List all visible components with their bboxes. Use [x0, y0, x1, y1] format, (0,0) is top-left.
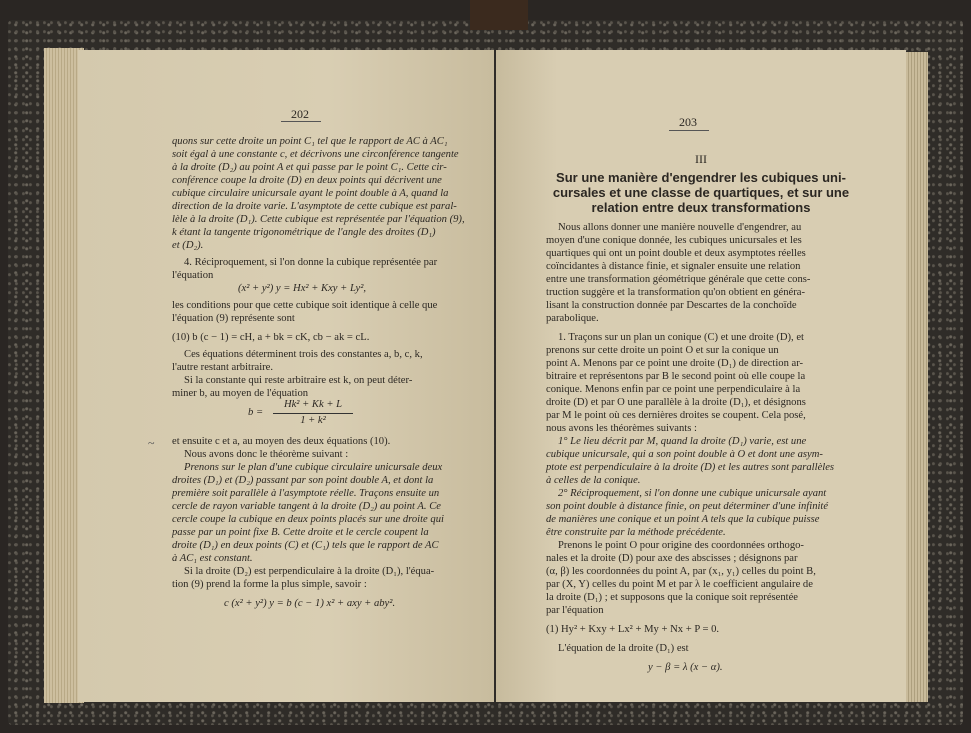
text-line: Prenons sur le plan d'une cubique circulaire unicursale deux: [184, 462, 443, 473]
fraction-bar: [273, 413, 353, 414]
text-line: conférence coupe la droite (D) en deux points qui décrivent une: [172, 175, 442, 186]
text-line: coïncidantes à distance finie, et signaler ensuite une relation: [546, 261, 801, 272]
text-line: prenons sur cette droite un point O et sur la conique un: [546, 345, 779, 356]
text-line: miner b, au moyen de l'équation: [172, 388, 309, 399]
section-title-line: Sur une manière d'engendrer les cubiques uni-: [556, 170, 846, 185]
text-line: l'équation: [172, 270, 214, 281]
text-line: point A. Menons par ce point une droite (D₁) de direction ar-: [546, 358, 804, 369]
section-title-line: cursales et une classe de quartiques, et sur une: [552, 185, 850, 200]
left-page: [78, 50, 494, 702]
text-line: bitraire et représentons par B le second point où elle coupe la: [546, 371, 806, 382]
right-page: [496, 50, 906, 702]
text-line: 4. Réciproquement, si l'on donne la cubique représentée par: [184, 257, 438, 268]
text-line: de manières une conique et un point A tels que la cubique puisse: [546, 514, 820, 525]
text-line: quartiques qui ont un point double et deux asymptotes réelles: [546, 248, 806, 259]
text-line: Si la constante qui reste arbitraire est k, on peut déter-: [184, 375, 413, 386]
text-line: par M le point où ces dernières droites se coupent. Cela posé,: [546, 410, 806, 421]
text-line: entre une transformation géométrique générale que cette cons-: [546, 274, 811, 285]
text-line: être construite par la méthode précédente.: [546, 527, 726, 538]
text-line: conique. Menons enfin par ce point une perpendiculaire à la: [546, 384, 801, 395]
text-line: la droite (D₁) ; et supposons que la conique soit représentée: [546, 592, 798, 603]
text-line: tion (9) prend la forme la plus simple, savoir :: [172, 579, 367, 590]
fraction-denominator: 1 + k²: [300, 415, 326, 426]
text-line: par l'équation: [546, 605, 604, 616]
text-line: par (X, Y) celles du point M et par λ le coefficient angulaire de: [546, 579, 813, 590]
text-line: les conditions pour que cette cubique soit identique à celle que: [172, 300, 438, 311]
page-number-rule: [281, 121, 321, 122]
text-line: nous avons les théorèmes suivants :: [546, 423, 697, 434]
text-line: parabolique.: [546, 313, 599, 324]
text-line: moyen d'une conique donnée, les cubiques unicursales et les: [546, 235, 802, 246]
equation: y − β = λ (x − α).: [648, 662, 723, 673]
text-line: à la droite (D₂) au point A et qui passe par le point C₁. Cette cir-: [172, 162, 447, 173]
text-line: l'équation (9) représente sont: [172, 313, 295, 324]
text-line: cubique unicursale, qui a son point double à O et dont une asym-: [546, 449, 823, 460]
text-line: cubique circulaire unicursale ayant le point double à A, quand la: [172, 188, 449, 199]
section-number: III: [695, 152, 707, 166]
page-number-rule: [669, 130, 709, 131]
text-line: cercle coupe la cubique en deux points placés sur une droite qui: [172, 514, 444, 525]
text-line: et (D₂).: [172, 240, 204, 251]
text-line: Ces équations déterminent trois des constantes a, b, c, k,: [184, 349, 423, 360]
text-line: quons sur cette droite un point C₁ tel que le rapport de AC à AC₁: [172, 136, 448, 147]
equation: (x² + y²) y = Hx² + Kxy + Ly²,: [238, 283, 367, 294]
text-line: cercle de rayon variable tangent à la droite (D₂) au point A. Ce: [172, 501, 441, 512]
text-line: 1. Traçons sur un plan un conique (C) et une droite (D), et: [558, 332, 804, 343]
equation: c (x² + y²) y = b (c − 1) x² + axy + aby².: [224, 598, 396, 609]
text-line: direction de la droite varie. L'asymptote de cette cubique est paral-: [172, 201, 457, 212]
text-line: lisant la construction donnée par Descartes de la conchoïde: [546, 300, 797, 311]
equation: (1) Hy² + Kxy + Lx² + My + Nx + P = 0.: [546, 624, 720, 635]
text-line: première soit parallèle à l'asymptote réelle. Traçons ensuite un: [172, 488, 440, 499]
text-line: droite (D) et par O une parallèle à la droite (D₁), et désignons: [546, 397, 806, 408]
text-line: Prenons le point O pour origine des coordonnées orthogo-: [558, 540, 804, 551]
text-line: truction suggère et la transformation qu'on obtient en généra-: [546, 287, 806, 298]
text-line: soit égal à une constante c, et décrivons une circonférence tangente: [172, 149, 459, 160]
margin-mark: ~: [148, 436, 155, 450]
text-line: passe par un point fixe B. Cette droite et le cercle coupent la: [172, 527, 429, 538]
text-line: droites (D₁) et (D₂) passant par son point double A, et dont la: [172, 475, 434, 486]
text-line: l'autre restant arbitraire.: [172, 362, 274, 373]
text-line: à celles de la conique.: [546, 475, 641, 486]
text-line: Si la droite (D₂) est perpendiculaire à la droite (D₁), l'équa-: [184, 566, 435, 577]
page-number: 202: [291, 107, 309, 121]
section-title-line: relation entre deux transformations: [591, 200, 811, 215]
text-line: nales et la droite (D) pour axe des abscisses ; désignons par: [546, 553, 798, 564]
text-line: Nous allons donner une manière nouvelle d'engendrer, au: [558, 222, 802, 233]
text-line: lèle à la droite (D₁). Cette cubique est représentée par l'équation (9),: [172, 214, 465, 225]
text-line: k étant la tangente trigonométrique de l'angle des droites (D₁): [172, 227, 436, 238]
text-line: droite (D₁) en deux points (C) et (C₁) tels que le rapport de AC: [172, 540, 439, 551]
page-number: 203: [679, 115, 697, 129]
equation: (10) b (c − 1) = cH, a + bk = cK, cb − ak = cL.: [172, 332, 370, 343]
fraction-numerator: Hk² + Kk + L: [283, 399, 343, 410]
text-line: L'équation de la droite (D₁) est: [558, 643, 689, 654]
text-line: 1° Le lieu décrit par M, quand la droite (D₁) varie, est une: [558, 436, 807, 447]
fraction-lhs: b =: [248, 407, 264, 418]
text-line: ptote est perpendiculaire à la droite (D) et les autres sont parallèles: [546, 462, 835, 473]
book-spine: [470, 0, 528, 30]
text-line: (α, β) les coordonnées du point A, par (x₁, y₁) celles du point B,: [546, 566, 816, 577]
text-line: à AC₁ est constant.: [172, 553, 253, 564]
text-line: Nous avons donc le théorème suivant :: [184, 449, 349, 460]
text-line: et ensuite c et a, au moyen des deux équations (10).: [172, 436, 391, 447]
text-line: son point double à distance finie, on peut déterminer d'une infinité: [546, 501, 829, 512]
text-line: 2° Réciproquement, si l'on donne une cubique unicursale ayant: [558, 488, 827, 499]
